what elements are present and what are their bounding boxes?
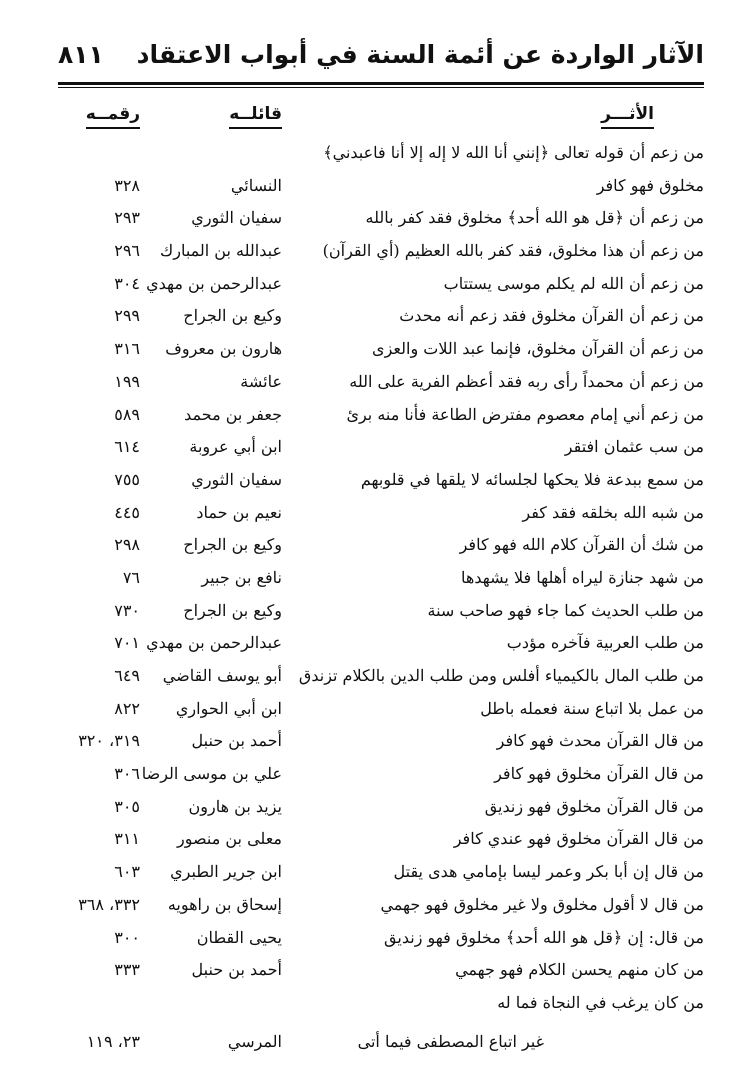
entry-number: ٦٠٣	[114, 862, 140, 882]
table-row	[0, 532, 744, 565]
athar-text: من طلب الحديث كما جاء فهو صاحب سنة	[427, 600, 704, 620]
entry-number: ٥٨٩	[114, 404, 140, 424]
entry-number: ٣٠٤	[114, 273, 140, 293]
entry-number: ٦١٤	[114, 437, 140, 457]
column-headers	[0, 104, 744, 134]
entry-number: ٣٣٣	[114, 960, 140, 980]
table-row	[0, 794, 744, 827]
running-title: الآثار الواردة عن أئمة السنة في أبواب الاعتقاد	[136, 40, 704, 69]
table-row	[0, 434, 744, 467]
athar-text: من عمل بلا اتباع سنة فعمله باطل	[480, 698, 704, 718]
athar-text: من شبه الله بخلقه فقد كفر	[522, 502, 704, 522]
entry-number: ٧٠١	[114, 633, 140, 653]
entry-number: ٣٠٠	[114, 927, 140, 947]
speaker-name: عبدالرحمن بن مهدي	[146, 273, 282, 293]
speaker-name: وكيع بن الجراح	[183, 600, 282, 620]
athar-text: من زعم أن قوله تعالى ﴿إنني أنا الله لا إله إلا أنا فاعبدني﴾	[323, 143, 704, 162]
athar-text: من زعم أن محمداً رأى ربه فقد أعظم الفرية على الله	[349, 371, 704, 391]
speaker-name: وكيع بن الجراح	[183, 306, 282, 326]
table-row	[0, 173, 744, 206]
speaker-name: المرسي	[227, 1031, 282, 1051]
athar-text: من قال القرآن محدث فهو كافر	[496, 731, 704, 751]
page-number: ٨١١	[58, 40, 104, 69]
athar-text: من زعم أني إمام معصوم مفترض الطاعة فأنا منه برئ	[346, 404, 704, 424]
athar-text: من قال القرآن مخلوق فهو زنديق	[484, 796, 704, 816]
athar-text: من شهد جنازة ليراه أهلها فلا يشهدها	[461, 567, 704, 587]
table-row	[0, 663, 744, 696]
speaker-name: نافع بن جبير	[201, 567, 282, 587]
table-row	[0, 892, 744, 925]
athar-text: من كان منهم يحسن الكلام فهو جهمي	[455, 960, 704, 980]
speaker-name: إسحاق بن راهويه	[167, 894, 282, 914]
table-row	[0, 728, 744, 761]
speaker-name: أحمد بن حنبل	[191, 731, 282, 751]
athar-text: من كان يرغب في النجاة فما له	[497, 992, 704, 1012]
table-row	[0, 271, 744, 304]
athar-text: من زعم أن هذا مخلوق، فقد كفر بالله العظيم (أي القرآن)	[322, 241, 704, 261]
entry-number: ٣٠٦	[114, 764, 140, 784]
entry-number: ٧٦	[122, 567, 140, 587]
speaker-name: عبدالله بن المبارك	[160, 241, 282, 261]
table-row	[0, 140, 744, 173]
column-header-athar: الأثـــر	[601, 104, 654, 129]
entry-number: ٣٢٨	[114, 175, 140, 195]
speaker-name: معلى بن منصور	[177, 829, 282, 849]
entry-number: ٢٣، ١١٩	[86, 1031, 140, 1051]
speaker-name: جعفر بن محمد	[184, 404, 282, 424]
table-row	[0, 957, 744, 990]
entry-number: ٢٩٩	[114, 306, 140, 326]
speaker-name: هارون بن معروف	[165, 339, 282, 359]
entry-number: ٧٣٠	[114, 600, 140, 620]
speaker-name: عائشة	[240, 371, 282, 391]
entry-number: ٢٩٨	[114, 535, 140, 555]
speaker-name: عبدالرحمن بن مهدي	[146, 633, 282, 653]
speaker-name: وكيع بن الجراح	[183, 535, 282, 555]
table-row	[0, 205, 744, 238]
athar-text: من طلب العربية فآخره مؤدب	[506, 633, 704, 653]
header-rule-thin	[58, 87, 704, 88]
athar-text: من طلب المال بالكيمياء أفلس ومن طلب الدين بالكلام تزندق	[298, 666, 704, 685]
table-row	[0, 238, 744, 271]
header-rule	[58, 82, 704, 85]
entry-number: ٦٤٩	[114, 666, 140, 685]
entry-number: ٤٤٥	[114, 502, 140, 522]
table-row	[0, 402, 744, 435]
athar-text: من قال: إن ﴿قل هو الله أحد﴾ مخلوق فهو زنديق	[384, 927, 704, 947]
entry-number: ٢٩٣	[114, 208, 140, 228]
table-row	[0, 990, 744, 1023]
athar-text: من سمع ببدعة فلا يحكها لجلسائه لا يلقها في قلوبهم	[360, 469, 704, 489]
speaker-name: ابن أبي الحواري	[175, 698, 282, 718]
column-header-number: رقمــه	[86, 104, 140, 129]
table-row	[0, 761, 744, 794]
table-row	[0, 696, 744, 729]
athar-text: من قال القرآن مخلوق فهو كافر	[494, 764, 704, 784]
speaker-name: أبو يوسف القاضي	[162, 666, 282, 685]
athar-text: من زعم أن القرآن مخلوق فقد زعم أنه محدث	[399, 306, 704, 326]
entry-number: ٨٢٢	[114, 698, 140, 718]
speaker-name: النسائي	[230, 175, 282, 195]
entry-number: ٣١١	[114, 829, 140, 849]
speaker-name: ابن جرير الطبري	[170, 862, 282, 882]
table-row	[0, 598, 744, 631]
page-header	[58, 36, 704, 76]
athar-text: من قال القرآن مخلوق فهو عندي كافر	[453, 829, 704, 849]
table-row	[0, 336, 744, 369]
entry-number: ٣١٩، ٣٢٠	[78, 731, 140, 751]
entry-number: ٢٩٦	[114, 241, 140, 261]
speaker-name: يزيد بن هارون	[188, 796, 282, 816]
athar-text: من قال لا أقول مخلوق ولا غير مخلوق فهو جهمي	[380, 894, 704, 914]
table-row	[0, 1029, 744, 1062]
table-row	[0, 565, 744, 598]
athar-text: من شك أن القرآن كلام الله فهو كافر	[459, 535, 704, 555]
table-row	[0, 630, 744, 663]
athar-text: من زعم أن ﴿قل هو الله أحد﴾ مخلوق فقد كفر بالله	[365, 208, 704, 228]
athar-text: من زعم أن القرآن مخلوق، فإنما عبد اللات والعزى	[372, 339, 704, 359]
speaker-name: سفيان الثوري	[191, 469, 282, 489]
table-row	[0, 826, 744, 859]
entry-number: ٣٠٥	[114, 796, 140, 816]
entry-number: ٣٣٢، ٣٦٨	[78, 894, 140, 914]
speaker-name: سفيان الثوري	[191, 208, 282, 228]
table-row	[0, 303, 744, 336]
speaker-name: علي بن موسى الرضا	[141, 764, 282, 784]
athar-text: غير اتباع المصطفى فيما أتى	[357, 1031, 544, 1051]
speaker-name: ابن أبي عروبة	[189, 437, 282, 457]
table-row	[0, 467, 744, 500]
table-row	[0, 859, 744, 892]
table-row	[0, 369, 744, 402]
entry-number: ١٩٩	[114, 371, 140, 391]
speaker-name: أحمد بن حنبل	[191, 960, 282, 980]
index-entries	[0, 140, 744, 1055]
entry-number: ٣١٦	[114, 339, 140, 359]
speaker-name: يحيى القطان	[196, 927, 282, 947]
table-row	[0, 500, 744, 533]
table-row	[0, 925, 744, 958]
athar-text: من قال إن أبا بكر وعمر ليسا بإمامي هدى يقتل	[393, 862, 704, 882]
speaker-name: نعيم بن حماد	[196, 502, 282, 522]
entry-number: ٧٥٥	[114, 469, 140, 489]
athar-text: من زعم أن الله لم يكلم موسى يستتاب	[443, 273, 704, 293]
athar-text: مخلوق فهو كافر	[596, 175, 704, 195]
column-header-speaker: قائلــه	[229, 104, 282, 129]
athar-text: من سب عثمان افتقر	[564, 437, 704, 457]
